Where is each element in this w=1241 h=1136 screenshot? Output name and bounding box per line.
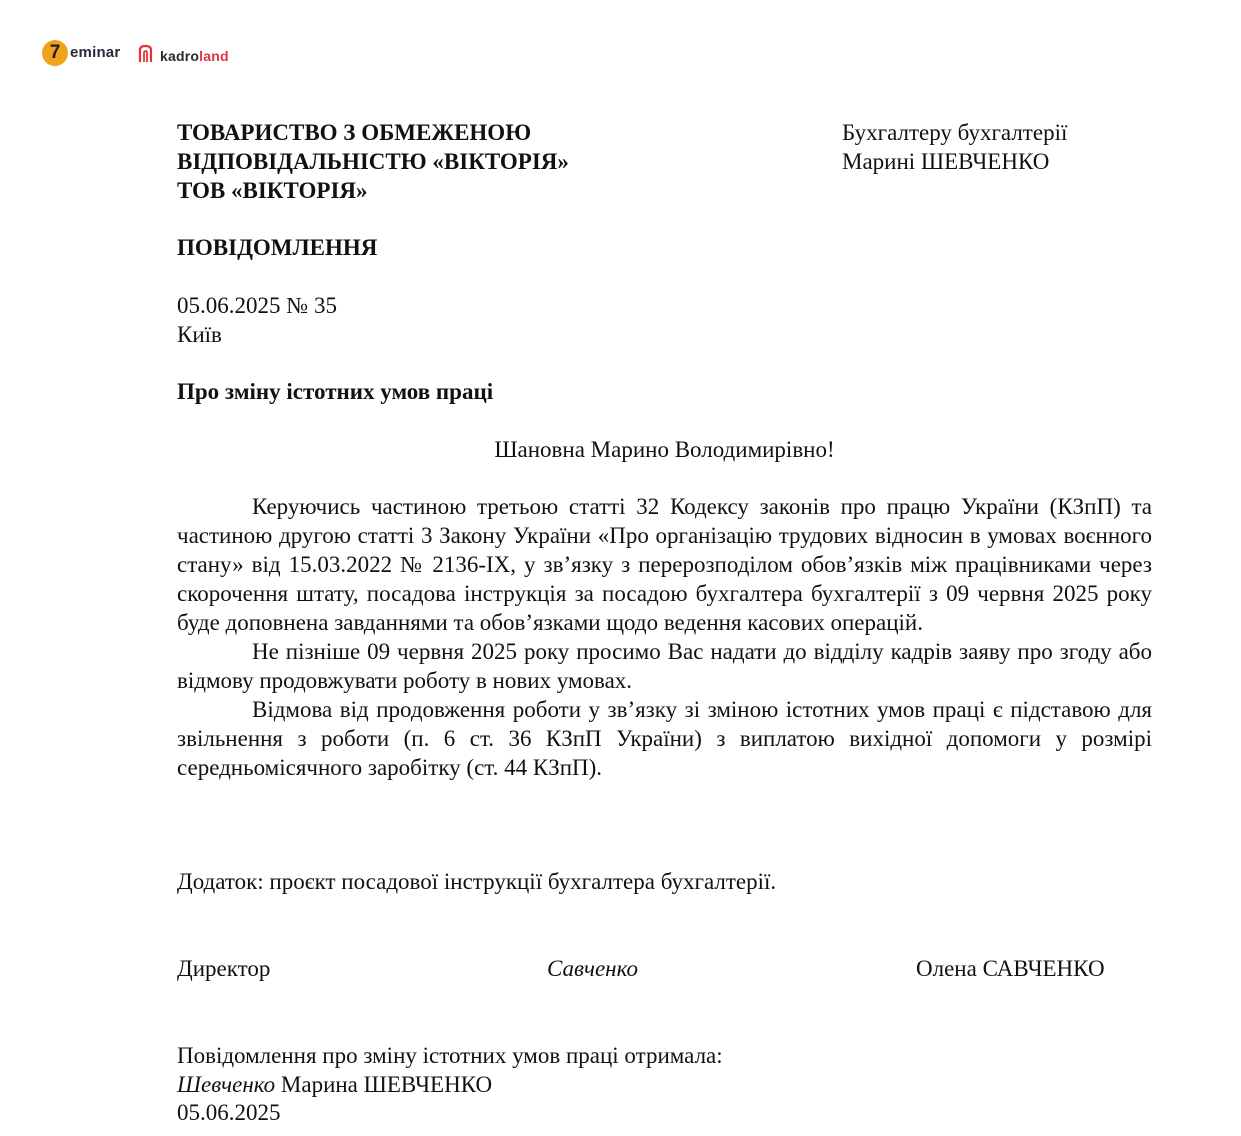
kadroland-logo-text — [160, 47, 229, 65]
kadroland-logo-part2: land — [199, 48, 229, 64]
signer-signature: Савченко — [547, 956, 638, 981]
kadroland-logo-icon — [137, 44, 154, 63]
organization-block — [177, 118, 697, 205]
kadroland-logo-part1: kadro — [160, 48, 200, 64]
receipt-signature-line — [177, 1070, 492, 1099]
org-name-line-2: ВІДПОВІДАЛЬНІСТЮ «ВІКТОРІЯ» — [177, 149, 569, 174]
receipt-label: Повідомлення про зміну істотних умов праці отримала: — [177, 1043, 723, 1068]
recipient-block — [842, 118, 1162, 176]
signer-position: Директор — [177, 956, 271, 981]
seminar-logo-mark — [42, 40, 68, 66]
seminar-logo-digit: 7 — [49, 42, 61, 63]
receipt-date: 05.06.2025 — [177, 1100, 281, 1125]
receipt-name: Марина ШЕВЧЕНКО — [280, 1072, 493, 1097]
body-paragraph-2: Не пізніше 09 червня 2025 року просимо Вас надати до відділу кадрів заяву про згоду або відмову продовжувати роботу в нових умовах. — [177, 639, 1152, 693]
recipient-position: Бухгалтеру бухгалтерії — [842, 120, 1068, 145]
document-city: Київ — [177, 322, 222, 347]
recipient-name: Марині ШЕВЧЕНКО — [842, 149, 1050, 174]
document-date-number: 05.06.2025 № 35 — [177, 293, 337, 318]
document-body — [177, 492, 1152, 782]
signer-name: Олена САВЧЕНКО — [916, 956, 1105, 981]
body-paragraph-3: Відмова від продовження роботи у зв’язку зі зміною істотних умов праці є підставою для звільнення з роботи (п. 6 ст. 36 КЗпП України) з виплатою вихідної допомоги у розмірі середньомісячного заробітку (ст. 44 КЗпП). — [177, 697, 1152, 780]
greeting: Шановна Марино Володимирівно! — [494, 437, 835, 462]
org-short-name: ТОВ «ВІКТОРІЯ» — [177, 178, 368, 203]
receipt-signature: Шевченко — [177, 1072, 276, 1097]
document-type: ПОВІДОМЛЕННЯ — [177, 235, 378, 260]
seminar-logo-text: eminar — [70, 44, 121, 61]
attachment-note: Додаток: проєкт посадової інструкції бухгалтера бухгалтерії. — [177, 869, 777, 894]
body-paragraph-1: Керуючись частиною третьою статті 32 Кодексу законів про працю України (КЗпП) та частиною другою статті 3 Закону України «Про організацію трудових відносин в умовах воєнного стану» від 15.03.2022 № 2136-IX, у зв’язку з перерозподілом обов’язків між працівниками через скорочення штату, посадова інструкція за посадою бухгалтера бухгалтерії з 09 червня 2025 року буде доповнена завданнями та обов’язками щодо ведення касових операцій. — [177, 494, 1152, 635]
document-subject: Про зміну істотних умов праці — [177, 379, 494, 404]
org-name-line-1: ТОВАРИСТВО З ОБМЕЖЕНОЮ — [177, 120, 532, 145]
